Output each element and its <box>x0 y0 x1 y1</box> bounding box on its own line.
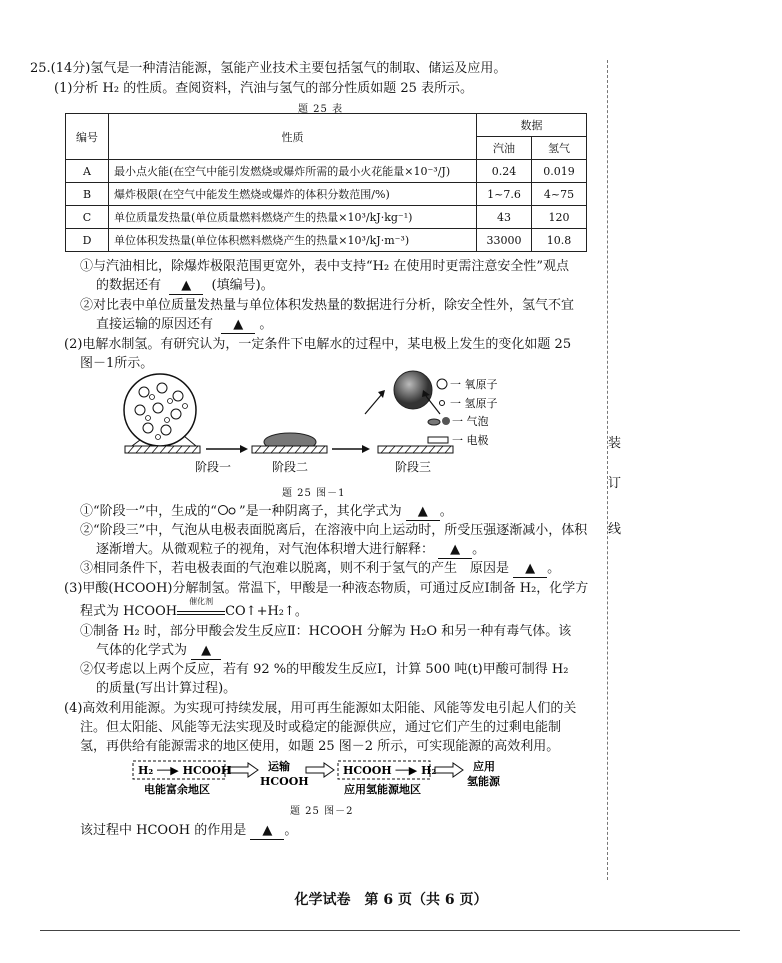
th-gasoline: 汽油 <box>477 137 532 160</box>
table-caption: 题 25 表 <box>298 104 344 115</box>
row-gasoline: 0.24 <box>477 160 532 183</box>
answer-blank[interactable]: ▲ <box>250 822 284 840</box>
legend-bubble: 一 气泡 <box>452 415 489 428</box>
q3-equation: 程式为 HCOOH 催化剂 CO↑+H₂↑。 <box>80 603 308 620</box>
page-footer: 化学试卷 第 6 页（共 6 页） <box>294 892 488 908</box>
q3-2-line1: ②仅考虑以上两个反应，若有 92 %的甲酸发生反应Ⅰ，计算 500 吨(t)甲酸可制得 H₂ <box>80 662 569 677</box>
q2-2-line2: 逐渐增大。从微观粒子的视角，对气泡体积增大进行解释： ▲ 。 <box>96 542 486 557</box>
region-surplus-label: 电能富余地区 <box>144 783 210 796</box>
q2-1-line: ①“阶段一”中，生成的“ ”是一种阴离子，其化学式为 ▲ 。 <box>80 504 453 519</box>
oxygen-legend-icon <box>437 379 447 389</box>
row-id: D <box>66 229 109 252</box>
stage-3-label: 阶段三 <box>395 460 432 474</box>
row-hydrogen: 10.8 <box>532 229 587 252</box>
bottom-rule <box>40 930 740 931</box>
answer-blank[interactable]: ▲ <box>191 642 221 660</box>
th-property: 性质 <box>109 114 477 160</box>
row-gasoline: 43 <box>477 206 532 229</box>
row-gasoline: 33000 <box>477 229 532 252</box>
q1-2-line1: ②对比表中单位质量发热量与单位体积发热量的数据进行分析，除安全性外，氢气不宜 <box>80 298 575 313</box>
catalyst-label: 催化剂 <box>189 597 214 606</box>
q3-1-line2: 气体的化学式为 ▲ <box>96 642 221 660</box>
q1-1-line2: 的数据还有 ▲ (填编号)。 <box>96 278 274 293</box>
row-property: 单位质量发热量(单位质量燃料燃烧产生的热量×10³/kJ·kg⁻¹) <box>109 206 477 229</box>
q4-line2: 注。但太阳能、风能等无法实现及时或稳定的能源供应，通过它们产生的过剩电能制 <box>80 720 562 735</box>
region-application-label: 应用氢能源地区 <box>344 783 421 796</box>
row-id: C <box>66 206 109 229</box>
legend-oxygen: 一 氧原子 <box>450 378 498 391</box>
binding-char-3: 线 <box>608 522 622 537</box>
row-id: B <box>66 183 109 206</box>
hydrogen-legend-icon <box>440 401 445 406</box>
answer-blank[interactable]: ▲ <box>438 541 472 559</box>
q2-line2: 图－1所示。 <box>80 356 154 371</box>
q2-2-line1: ②“阶段三”中，气泡从电极表面脱离后，在溶液中向上运动时，所受压强逐渐减小，体积 <box>80 523 588 538</box>
q3-line1: (3)甲酸(HCOOH)分解制氢。常温下，甲酸是一种液态物质，可通过反应Ⅰ制备 H₂，化学方 <box>64 581 589 596</box>
oh-ion-icon <box>217 505 239 515</box>
rising-bubble <box>394 371 432 409</box>
legend-electrode: 一 电极 <box>452 434 489 447</box>
box-production-text: H₂ ──▶ HCOOH <box>138 764 232 777</box>
row-property: 单位体积发热量(单位体积燃料燃烧产生的热量×10³/kJ·m⁻³) <box>109 229 477 252</box>
figure-25-2 <box>130 758 520 798</box>
q1-2-line2: 直接运输的原因还有 ▲ 。 <box>96 317 273 332</box>
double-arrow-3 <box>435 763 463 777</box>
property-table <box>65 113 587 252</box>
double-arrow-1 <box>230 763 258 777</box>
th-data: 数据 <box>477 114 587 137</box>
answer-blank[interactable]: ▲ <box>513 560 547 578</box>
row-id: A <box>66 160 109 183</box>
th-hydrogen: 氢气 <box>532 137 587 160</box>
stage-1-label: 阶段一 <box>195 460 232 474</box>
q4-question: 该过程中 HCOOH 的作用是 ▲ 。 <box>80 823 298 838</box>
binding-line <box>607 60 608 880</box>
q3-1-line1: ①制备 H₂ 时，部分甲酸会发生反应Ⅱ：HCOOH 分解为 H₂O 和另一种有毒气体。该 <box>80 624 572 639</box>
figure-2-caption: 题 25 图－2 <box>290 806 354 817</box>
row-property: 爆炸极限(在空气中能发生燃烧或爆炸的体积分数范围/%) <box>109 183 477 206</box>
q4-line1: (4)高效利用能源。为实现可持续发展，用可再生能源如太阳能、风能等发电引起人们的关 <box>64 701 577 716</box>
row-hydrogen: 0.019 <box>532 160 587 183</box>
q2-line1: (2)电解水制氢。有研究认为，一定条件下电解水的过程中，某电极上发生的变化如题 25 <box>64 337 572 352</box>
double-arrow-2 <box>306 763 334 777</box>
figure-1-caption: 题 25 图－1 <box>282 488 346 499</box>
q2-3-line: ③相同条件下，若电极表面的气泡难以脱离，则不利于氢气的产生 原因是 ▲ 。 <box>80 561 561 576</box>
q3-2-line2: 的质量(写出计算过程)。 <box>96 681 237 696</box>
transport-sub: HCOOH <box>260 775 309 788</box>
bubble-legend-icon-flat <box>428 419 440 425</box>
figure-25-1 <box>100 368 600 478</box>
box-application-text: HCOOH ──▶ H₂ <box>343 764 437 777</box>
legend-hydrogen: 一 氢原子 <box>450 397 498 410</box>
binding-char-2: 订 <box>608 476 622 491</box>
answer-blank[interactable]: ▲ <box>169 277 203 295</box>
binding-char-1: 装 <box>608 436 622 451</box>
bubble-legend-icon <box>442 417 450 425</box>
q1-1-line1: ①与汽油相比，除爆炸极限范围更宽外，表中支持“H₂ 在使用时更需注意安全性”观点 <box>80 259 569 274</box>
oxygen-atoms <box>135 383 183 435</box>
answer-blank[interactable]: ▲ <box>221 316 255 334</box>
application-sub: 氢能源 <box>467 775 500 788</box>
application-label: 应用 <box>473 760 495 773</box>
answer-blank[interactable]: ▲ <box>406 503 440 521</box>
q25-header: 25.(14分)氢气是一种清洁能源，氢能产业技术主要包括氢气的制取、储运及应用。 <box>30 61 507 76</box>
row-hydrogen: 4~75 <box>532 183 587 206</box>
electrode-legend-icon <box>428 437 448 443</box>
transport-label: 运输 <box>268 760 290 773</box>
q25-part1-intro: (1)分析 H₂ 的性质。查阅资料，汽油与氢气的部分性质如题 25 表所示。 <box>54 81 474 96</box>
row-property: 最小点火能(在空气中能引发燃烧或爆炸所需的最小火花能量×10⁻³/J) <box>109 160 477 183</box>
row-hydrogen: 120 <box>532 206 587 229</box>
q4-line3: 氢，再供给有能源需求的地区使用，如题 25 图－2 所示，可实现能源的高效利用。 <box>80 739 560 754</box>
th-id: 编号 <box>66 114 109 160</box>
row-gasoline: 1~7.6 <box>477 183 532 206</box>
stage-2-label: 阶段二 <box>272 460 309 474</box>
